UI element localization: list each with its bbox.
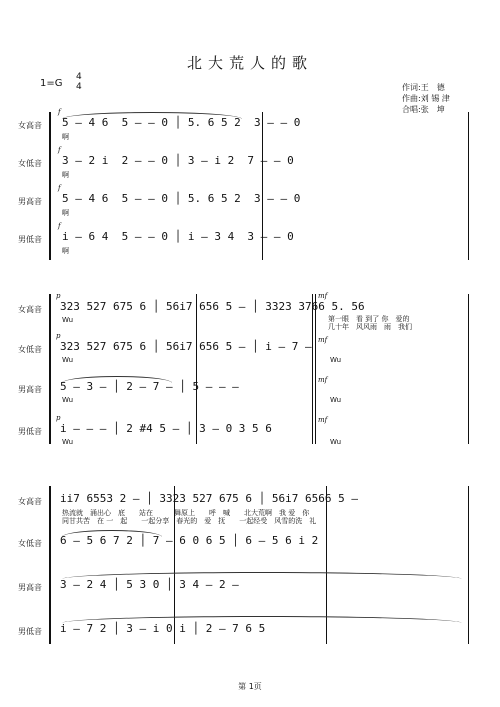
lyric: 啊 xyxy=(62,133,69,141)
system-3 xyxy=(0,482,500,652)
barline xyxy=(468,112,469,260)
dynamic-marking: p xyxy=(56,332,61,340)
dynamic-marking: f xyxy=(58,184,61,192)
lyric: Wu xyxy=(62,356,74,364)
notes-line: ii7 6553 2 — │ 3323 527 675 6 │ 56i7 6566 5 — xyxy=(60,492,359,505)
dynamic-marking: mf xyxy=(318,416,328,424)
meter-bottom: 4 xyxy=(76,82,82,92)
lyric: Wu xyxy=(62,438,74,446)
notes-line: i — 6 4 5 — — 0 │ i — 3 4 3 — — 0 xyxy=(62,230,294,243)
lyric: Wu xyxy=(330,396,342,404)
system-bracket xyxy=(49,486,54,644)
barline xyxy=(468,294,469,444)
composer: 作曲:刘 锡 津 xyxy=(402,94,450,103)
lyric: Wu xyxy=(330,356,342,364)
key-signature: 1=G xyxy=(40,78,63,89)
lyric: 同甘共苦 在 一 起 一起分享 春光的 爱 抚 一起经受 风雪的洗 礼 xyxy=(62,517,317,525)
dynamic-marking: mf xyxy=(318,376,328,384)
barline xyxy=(312,294,313,444)
voice-label: 女低音 xyxy=(18,345,42,354)
lyricist: 作词:王 德 xyxy=(402,83,445,92)
notes-line: 5 — 4 6 5 — — 0 │ 5. 6 5 2 3 — — 0 xyxy=(62,116,301,129)
voice-label: 女低音 xyxy=(18,159,42,168)
notes-line: i — — — │ 2 #4 5 — │ 3 — 0 3 5 6 xyxy=(60,422,272,435)
page-number: 第 1页 xyxy=(238,682,262,691)
chorus-credit: 合唱:张 坤 xyxy=(402,105,445,114)
dynamic-marking: p xyxy=(56,414,61,422)
notes-line: 5 — 4 6 5 — — 0 │ 5. 6 5 2 3 — — 0 xyxy=(62,192,301,205)
notes-line: 6 — 5 6 7 2 │ 7 — 6 0 6 5 │ 6 — 5 6 i 2 xyxy=(60,534,319,547)
voice-label: 男低音 xyxy=(18,427,42,436)
notes-line: 3 — 2 4 │ 5 3 0 │ 3 4 — 2 — xyxy=(60,578,239,591)
voice-label: 女高音 xyxy=(18,305,42,314)
barline xyxy=(315,294,316,444)
dynamic-marking: mf xyxy=(318,336,328,344)
lyric: 啊 xyxy=(62,209,69,217)
lyric: 第一眼 看 到了 你 爱的 xyxy=(328,315,410,323)
system-bracket xyxy=(49,294,54,444)
time-signature xyxy=(76,72,82,92)
lyric: 几十年 风风雨 雨 我们 xyxy=(328,323,412,331)
voice-label: 男高音 xyxy=(18,385,42,394)
lyric: Wu xyxy=(62,316,74,324)
voice-label: 男低音 xyxy=(18,235,42,244)
voice-label: 男高音 xyxy=(18,197,42,206)
barline xyxy=(468,486,469,644)
notes-line: 323 527 675 6 │ 56i7 656 5 — │ 3323 3766 5. 56 xyxy=(60,300,365,313)
dynamic-marking: p xyxy=(56,292,61,300)
voice-label: 男低音 xyxy=(18,627,42,636)
voice-label: 女高音 xyxy=(18,497,42,506)
dynamic-marking: f xyxy=(58,222,61,230)
system-2 xyxy=(0,290,500,450)
notes-line: 3 — 2 i 2 — — 0 │ 3 — i 2 7 — — 0 xyxy=(62,154,294,167)
system-1 xyxy=(0,108,500,268)
voice-label: 男高音 xyxy=(18,583,42,592)
lyric: 啊 xyxy=(62,171,69,179)
voice-label: 女高音 xyxy=(18,121,42,130)
lyric: Wu xyxy=(62,396,74,404)
meter-top: 4 xyxy=(76,72,82,82)
notes-line: i — 7 2 │ 3 — i 0 i │ 2 — 7 6 5 xyxy=(60,622,266,635)
lyric: 热流就 涌出心 底 站在 舞原上 呼 喊 北大荒啊 我 爱 你 xyxy=(62,509,310,517)
lyric: Wu xyxy=(330,438,342,446)
page-title: 北大荒人的歌 xyxy=(186,54,313,72)
voice-label: 女低音 xyxy=(18,539,42,548)
notes-line: 323 527 675 6 │ 56i7 656 5 — │ i — 7 — xyxy=(60,340,312,353)
dynamic-marking: mf xyxy=(318,292,328,300)
dynamic-marking: f xyxy=(58,146,61,154)
notes-line: 5 — 3 — │ 2 — 7 — │ 5 — — — xyxy=(60,380,239,393)
dynamic-marking: f xyxy=(58,108,61,116)
system-bracket xyxy=(49,112,54,260)
lyric: 啊 xyxy=(62,247,69,255)
